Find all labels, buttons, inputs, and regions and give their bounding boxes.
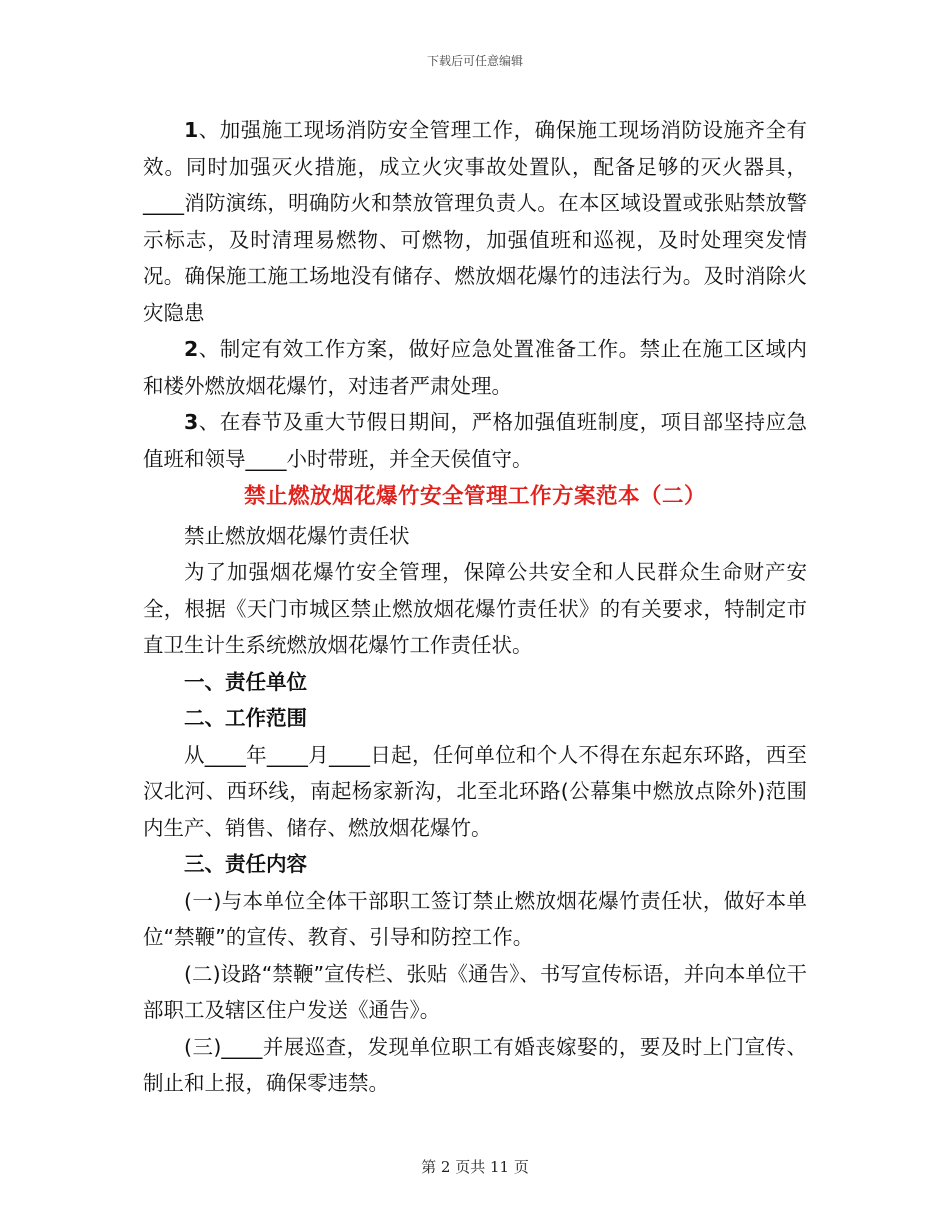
page-header: 下载后可任意编辑	[426, 54, 523, 68]
item-text: 、在春节及重大节假日期间，严格加强值班制度，项目部坚持应急值班和领导____小时带班，并全天侯值守。	[143, 410, 807, 471]
item-number: 3	[184, 410, 199, 434]
intro-paragraph: 为了加强烟花爆竹安全管理，保障公共安全和人民群众生命财产安全，根据《天门市城区禁止燃放烟花爆竹责任状》的有关要求，特制定市直卫生计生系统燃放烟花爆竹工作责任状。	[143, 560, 807, 657]
content-item-3: (三)____并展巡查，发现单位职工有婚丧嫁娶的，要及时上门宣传、制止和上报，确保零违禁。	[143, 1034, 807, 1095]
item-text: 、制定有效工作方案，做好应急处置准备工作。禁止在施工区域内和楼外燃放烟花爆竹，对违者严肃处理。	[143, 337, 807, 398]
paragraph-item-3	[143, 404, 807, 477]
item-number: 2	[184, 337, 199, 361]
document-body	[143, 112, 807, 1102]
paragraph-item-2	[143, 331, 807, 404]
page-footer: 第 2 页共 11 页	[421, 1158, 529, 1176]
content-item-2: (二)设路“禁鞭”宣传栏、张贴《通告》、书写宣传标语，并向本单位干部职工及辖区住户发送《通告》。	[143, 961, 807, 1022]
section-title: 禁止燃放烟花爆竹安全管理工作方案范本（二）	[243, 484, 706, 509]
heading-responsibility-content: 三、责任内容	[184, 852, 307, 876]
heading-work-scope: 二、工作范围	[184, 706, 307, 730]
document-subtitle: 禁止燃放烟花爆竹责任状	[184, 523, 410, 548]
content-item-1: (一)与本单位全体干部职工签订禁止燃放烟花爆竹责任状，做好本单位“禁鞭”的宣传、教育、引导和防控工作。	[143, 888, 807, 949]
item-text: 、加强施工现场消防安全管理工作，确保施工现场消防设施齐全有效。同时加强灭火措施，成立火灾事故处置队，配备足够的灭火器具，____消防演练，明确防火和禁放管理负责人。在本区域设置或张贴禁放警示标志，及时清理易燃物、可燃物，加强值班和巡视，及时处理突发情况。确保施工施工场地没有储存、燃放烟花爆竹的违法行为。及时消除火灾隐患	[143, 118, 807, 325]
paragraph-item-1	[143, 112, 807, 331]
item-number: 1	[184, 118, 199, 142]
heading-responsible-unit: 一、责任单位	[184, 669, 307, 694]
scope-paragraph: 从____年____月____日起，任何单位和个人不得在东起东环路，西至汉北河、西环线，南起杨家新沟，北至北环路(公幕集中燃放点除外)范围内生产、销售、储存、燃放烟花爆竹。	[143, 742, 807, 840]
